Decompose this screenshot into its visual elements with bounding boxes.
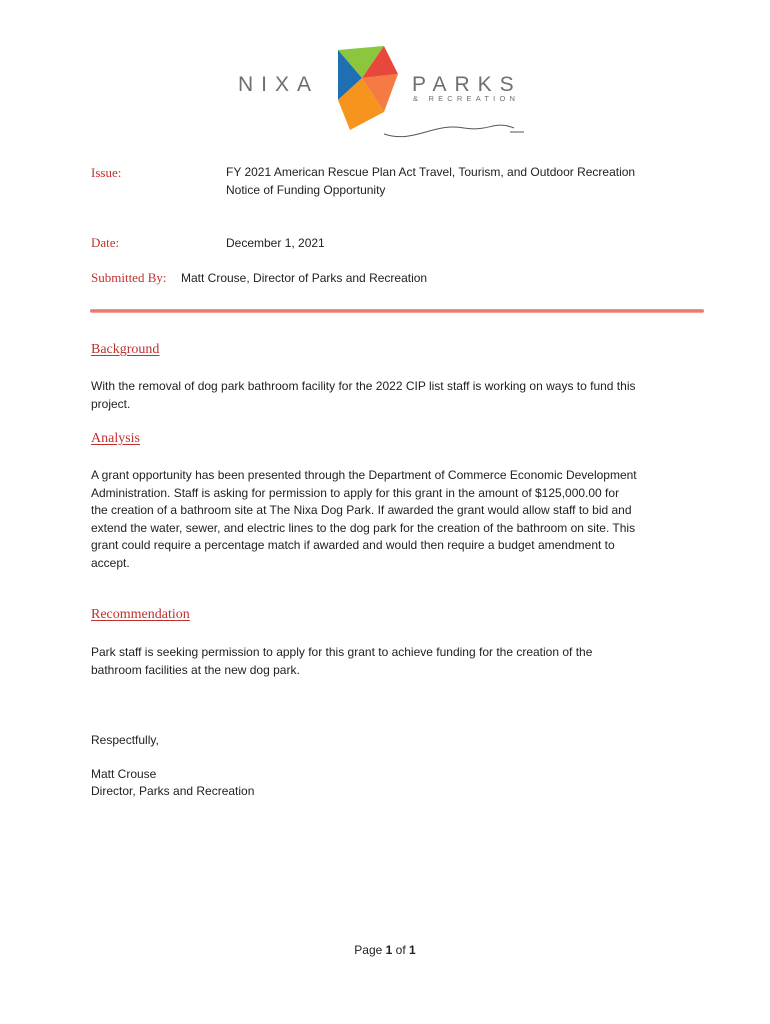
analysis-line: Administration. Staff is asking for permission to apply for this grant in the amount of $125,000.00 for — [91, 485, 620, 500]
date-value: December 1, 2021 — [226, 236, 325, 250]
analysis-paragraph — [91, 467, 691, 572]
analysis-line: accept. — [91, 555, 130, 570]
issue-line-1: FY 2021 American Rescue Plan Act Travel, Tourism, and Outdoor Recreation — [226, 165, 636, 179]
submitted-by-label: Submitted By: — [91, 270, 167, 285]
logo-word-parks: PARKS — [412, 73, 522, 96]
background-line: With the removal of dog park bathroom facility for the 2022 CIP list staff is working on ways to fund this — [91, 379, 636, 393]
date-label: Date: — [91, 235, 120, 250]
closing-respectfully: Respectfully, — [91, 733, 159, 747]
recommendation-line: bathroom facilities at the new dog park. — [91, 662, 300, 677]
issue-value — [226, 163, 676, 199]
recommendation-heading: Recommendation — [91, 607, 190, 622]
signer-name: Matt Crouse — [91, 767, 157, 781]
page-current: 1 — [385, 943, 393, 957]
logo-word-nixa: NIXA — [238, 73, 320, 96]
analysis-heading: Analysis — [91, 431, 140, 446]
page-total: 1 — [409, 943, 416, 957]
logo-word-recreation: & RECREATION — [413, 94, 520, 103]
background-paragraph — [91, 378, 691, 413]
of-word: of — [395, 943, 406, 957]
signer-title: Director, Parks and Recreation — [91, 784, 255, 798]
page-number-footer — [0, 943, 770, 957]
header-divider — [90, 309, 704, 313]
nixa-parks-logo — [232, 40, 542, 144]
issue-line-2: Notice of Funding Opportunity — [226, 183, 386, 197]
analysis-line: A grant opportunity has been presented through the Department of Commerce Economic Development — [91, 468, 637, 482]
analysis-line: grant could require a percentage match if awarded and would then require a budget amendment to — [91, 538, 615, 552]
background-line: project. — [91, 396, 131, 411]
recommendation-paragraph — [91, 644, 691, 679]
page-word: Page — [354, 943, 383, 957]
recommendation-line: Park staff is seeking permission to apply for this grant to achieve funding for the creation of the — [91, 645, 593, 659]
analysis-line: extend the water, sewer, and electric lines to the dog park for the creation of the bathroom on site. This — [91, 520, 636, 535]
issue-label: Issue: — [91, 165, 122, 180]
analysis-line: the creation of a bathroom site at The Nixa Dog Park. If awarded the grant would allow staff to bid and — [91, 503, 632, 517]
submitted-by-value: Matt Crouse, Director of Parks and Recreation — [181, 271, 428, 285]
background-heading: Background — [91, 342, 160, 357]
